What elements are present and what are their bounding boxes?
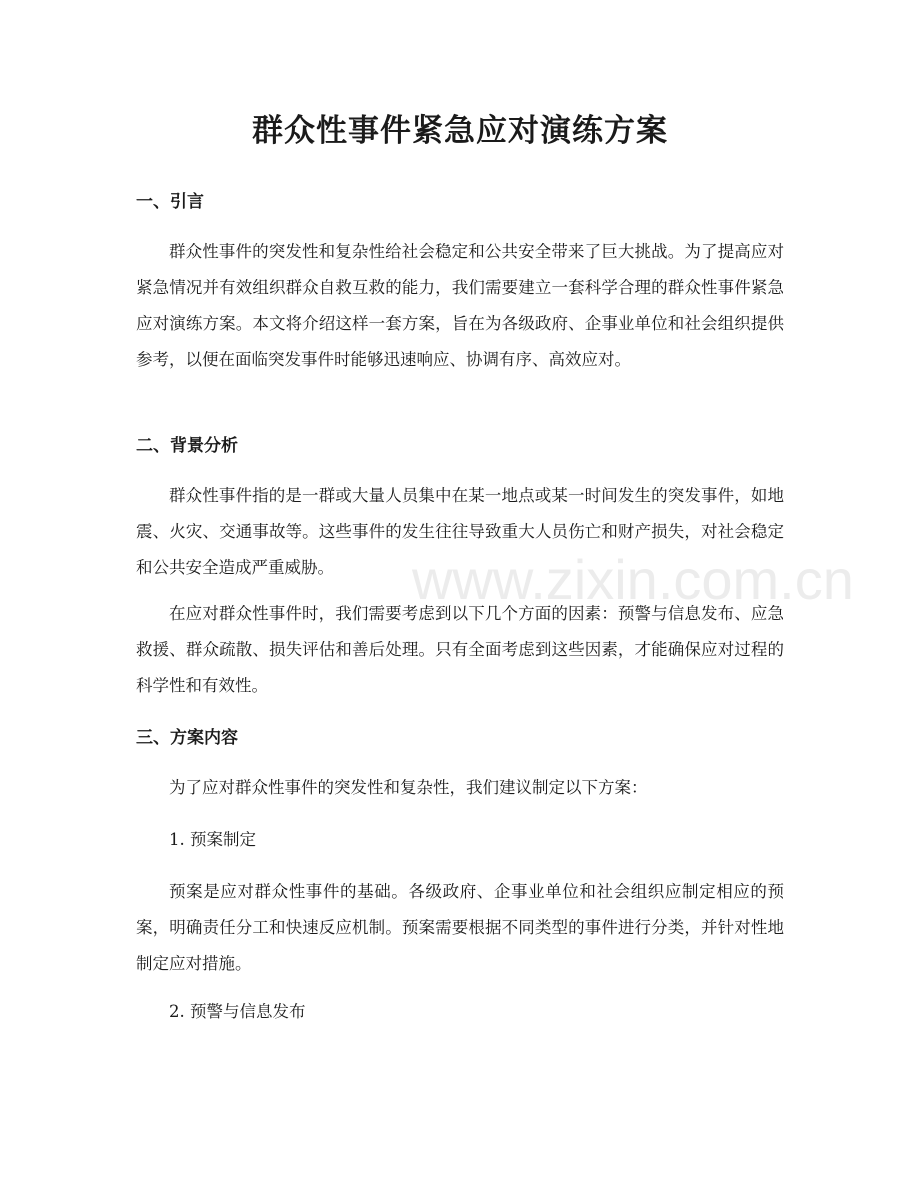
section-heading-background: 二、背景分析 (136, 436, 238, 456)
paragraph-background-1: 群众性事件指的是一群或大量人员集中在某一地点或某一时间发生的突发事件，如地震、火灾、交通事故等。这些事件的发生往往导致重大人员伤亡和财产损失，对社会稳定和公共安全造成严重威胁。 (136, 486, 784, 577)
watermark: www.zixin.com.cn (412, 548, 854, 611)
paragraph-intro: 群众性事件的突发性和复杂性给社会稳定和公共安全带来了巨大挑战。为了提高应对紧急情况并有效组织群众自救互救的能力，我们需要建立一套科学合理的群众性事件紧急应对演练方案。本文将介绍这样一套方案，旨在为各级政府、企事业单位和社会组织提供参考，以便在面临突发事件时能够迅速响应、协调有序、高效应对。 (136, 242, 784, 369)
paragraph-background-2: 在应对群众性事件时，我们需要考虑到以下几个方面的因素：预警与信息发布、应急救援、群众疏散、损失评估和善后处理。只有全面考虑到这些因素，才能确保应对过程的科学性和有效性。 (136, 604, 784, 695)
subheading-plan-formulation: 1. 预案制定 (169, 830, 256, 849)
section-heading-plan: 三、方案内容 (136, 728, 238, 748)
paragraph-plan-formulation: 预案是应对群众性事件的基础。各级政府、企事业单位和社会组织应制定相应的预案，明确责任分工和快速反应机制。预案需要根据不同类型的事件进行分类，并针对性地制定应对措施。 (136, 882, 784, 973)
subheading-warning-info: 2. 预警与信息发布 (169, 1002, 306, 1021)
paragraph-plan-intro: 为了应对群众性事件的突发性和复杂性，我们建议制定以下方案： (169, 778, 648, 797)
section-heading-intro: 一、引言 (136, 192, 204, 212)
document-title: 群众性事件紧急应对演练方案 (252, 113, 668, 149)
